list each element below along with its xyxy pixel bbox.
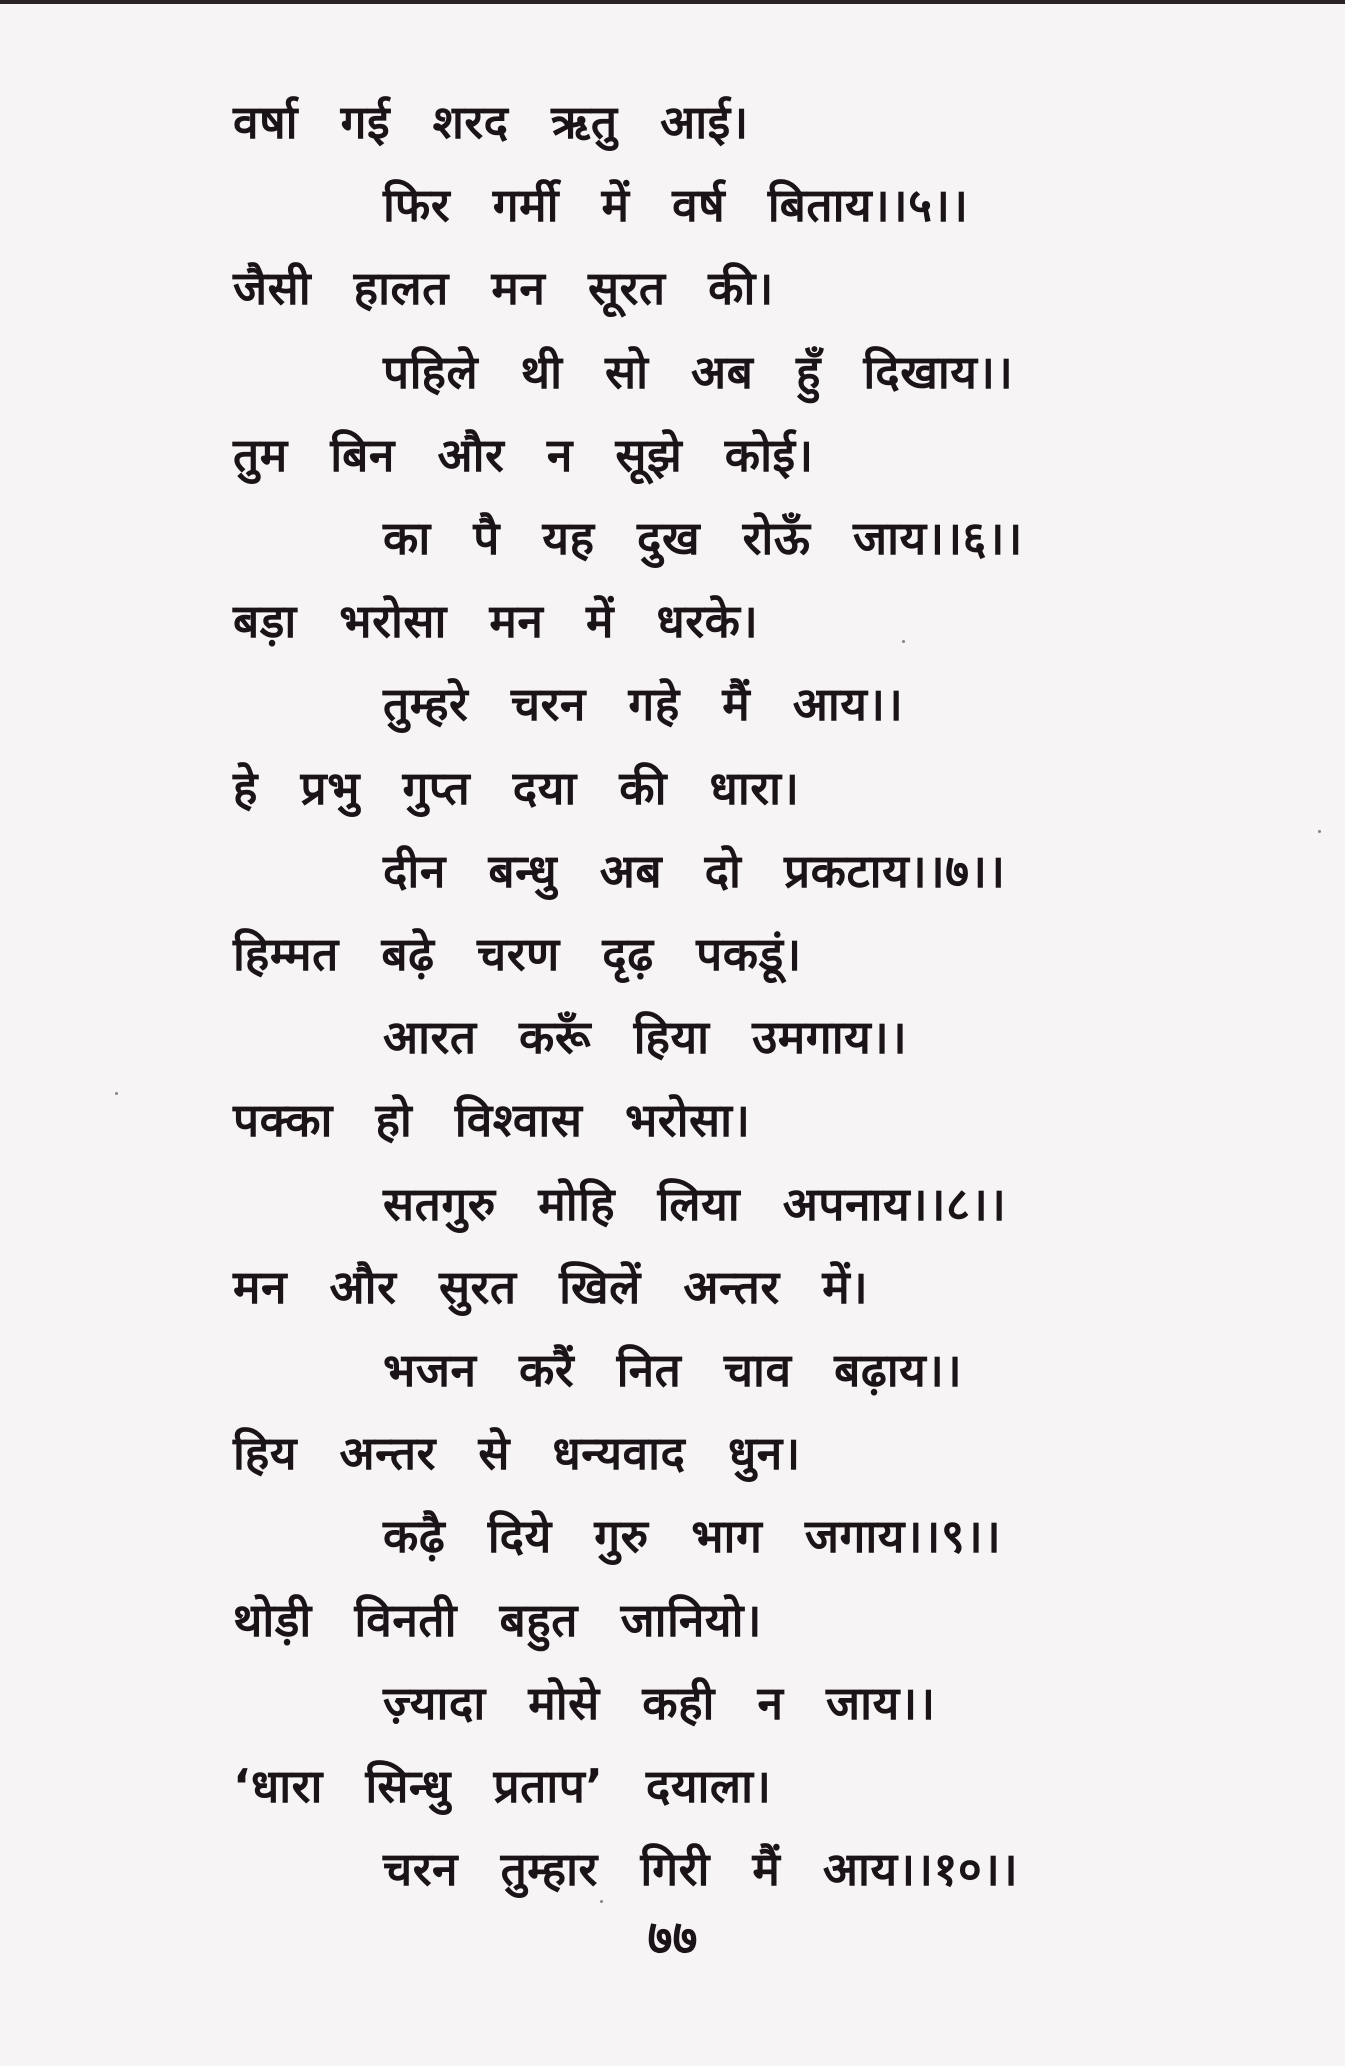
verse-line: मन और सुरत खिलें अन्तर में। xyxy=(233,1260,869,1314)
verse-line-indented: पहिले थी सो अब हुँ दिखाय।। xyxy=(383,345,1014,399)
verse-line: ‘धारा सिन्धु प्रताप’ दयाला। xyxy=(233,1759,772,1813)
verse-line-indented: तुम्हरे चरन गहे मैं आय।। xyxy=(383,677,904,731)
verse-line: तुम बिन और न सूझे कोई। xyxy=(233,428,814,482)
print-speck xyxy=(115,1092,118,1095)
verse-line-indented: भजन करैं नित चाव बढ़ाय।। xyxy=(383,1343,963,1397)
print-speck xyxy=(1318,830,1321,833)
verse-line: वर्षा गई शरद ऋतु आई। xyxy=(233,95,749,149)
verse-line: जैसी हालत मन सूरत की। xyxy=(233,261,774,315)
verse-line: बड़ा भरोसा मन में धरके। xyxy=(233,594,759,648)
verse-line: थोड़ी विनती बहुत जानियो। xyxy=(233,1593,762,1647)
verse-line-indented: दीन बन्धु अब दो प्रकटाय।।७।। xyxy=(383,844,1006,898)
verse-line: हे प्रभु गुप्त दया की धारा। xyxy=(233,761,800,815)
verse-line-indented: ज़्यादा मोसे कही न जाय।। xyxy=(383,1676,936,1730)
page-number: ७७ xyxy=(647,1910,698,1966)
verse-line-indented: कढ़ै दिये गुरु भाग जगाय।।९।। xyxy=(383,1509,1002,1563)
verse-line-indented: का पै यह दुख रोऊँ जाय।।६।। xyxy=(383,511,1023,565)
print-speck xyxy=(600,1900,603,1903)
print-speck xyxy=(902,640,905,643)
verse-line-indented: सतगुरु मोहि लिया अपनाय।।८।। xyxy=(383,1177,1007,1231)
verse-line: हिम्मत बढ़े चरण दृढ़ पकडूं। xyxy=(233,927,802,981)
verse-line-indented: चरन तुम्हार गिरी मैं आय।।१०।। xyxy=(383,1842,1019,1896)
verse-line-indented: आरत करूँ हिया उमगाय।। xyxy=(383,1010,908,1064)
verse-line: हिय अन्तर से धन्यवाद धुन। xyxy=(233,1426,801,1480)
verse-line: पक्का हो विश्वास भरोसा। xyxy=(233,1093,751,1147)
verse-line-indented: फिर गर्मी में वर्ष बिताय।।५।। xyxy=(383,178,969,232)
